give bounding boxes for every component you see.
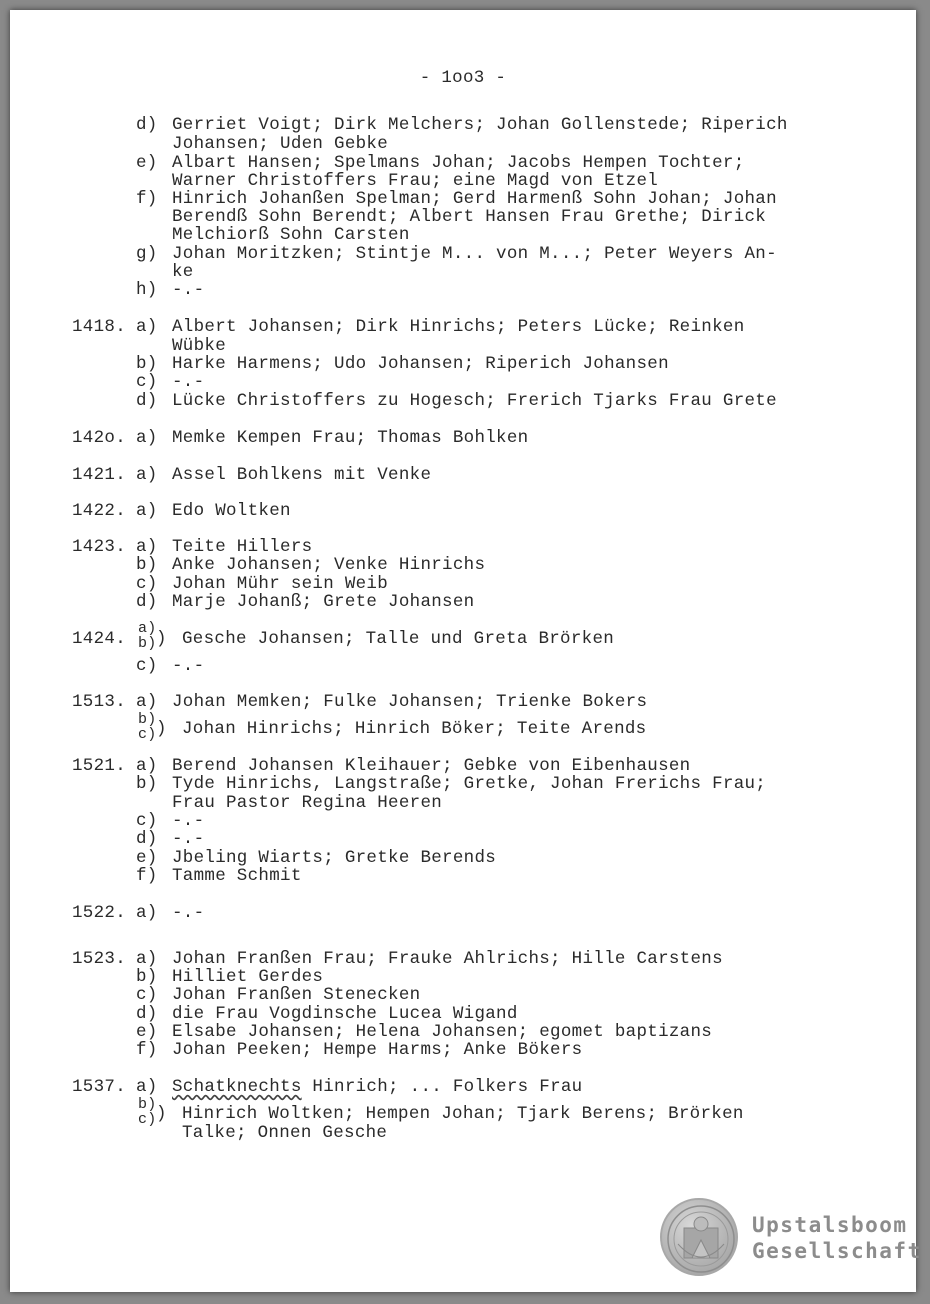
brace-icon: ) bbox=[156, 719, 167, 739]
document-body bbox=[10, 10, 922, 1292]
entry-text: Johan Peeken; Hempe Harms; Anke Bökers bbox=[172, 1040, 583, 1060]
entry-text: -.- bbox=[172, 829, 205, 849]
entry-text: Johan Hinrichs; Hinrich Böker; Teite Arends bbox=[182, 719, 647, 739]
entry-label: d) bbox=[136, 1004, 158, 1024]
entry-label: g) bbox=[136, 244, 158, 264]
entry-text: -.- bbox=[172, 280, 205, 300]
entry-label: a) bbox=[136, 465, 158, 485]
entry-text: Warner Christoffers Frau; eine Magd von Etzel bbox=[172, 171, 659, 191]
entry-text: Berendß Sohn Berendt; Albert Hansen Frau Grethe; Dirick bbox=[172, 207, 767, 227]
entry-label: c) bbox=[136, 574, 158, 594]
entry-text: Tamme Schmit bbox=[172, 866, 302, 886]
entry-text: Wübke bbox=[172, 336, 227, 356]
entry-label: c) bbox=[136, 985, 158, 1005]
entry-label: a) bbox=[136, 501, 158, 521]
entry-text: Hinrich Woltken; Hempen Johan; Tjark Berens; Brörken bbox=[182, 1104, 744, 1124]
entry-text: Johan Franßen Frau; Frauke Ahlrichs; Hille Carstens bbox=[172, 949, 723, 969]
entry-label: b) bbox=[136, 555, 158, 575]
entry-label: c) bbox=[138, 726, 157, 743]
entry-number: 142o. bbox=[72, 428, 127, 448]
entry-label: b) bbox=[138, 711, 157, 728]
brace-icon: ) bbox=[156, 629, 167, 649]
entry-label: a) bbox=[136, 756, 158, 776]
entry-label: d) bbox=[136, 115, 158, 135]
entry-text: Teite Hillers bbox=[172, 537, 313, 557]
entry-text-rest: Hinrich; ... Folkers Frau bbox=[301, 1077, 583, 1097]
entry-label: e) bbox=[136, 153, 158, 173]
entry-label: h) bbox=[136, 280, 158, 300]
entry-label: a) bbox=[136, 903, 158, 923]
entry-label: f) bbox=[136, 866, 158, 886]
entry-text: Johan Moritzken; Stintje M... von M...; Peter Weyers An- bbox=[172, 244, 777, 264]
entry-text: Berend Johansen Kleihauer; Gebke von Eibenhausen bbox=[172, 756, 691, 776]
entry-label: d) bbox=[136, 829, 158, 849]
entry-number: 1523. bbox=[72, 949, 127, 969]
entry-text: -.- bbox=[172, 903, 205, 923]
entry-number: 1421. bbox=[72, 465, 127, 485]
entry-text: Anke Johansen; Venke Hinrichs bbox=[172, 555, 486, 575]
entry-number: 1513. bbox=[72, 692, 127, 712]
entry-text: Tyde Hinrichs, Langstraße; Gretke, Johan Frerichs Frau; bbox=[172, 774, 767, 794]
entry-label: a) bbox=[138, 620, 157, 637]
entry-label: f) bbox=[136, 189, 158, 209]
underlined-word: Schatknechts bbox=[172, 1077, 302, 1097]
logo-line-1: Upstalsboom bbox=[752, 1213, 908, 1237]
entry-label: b) bbox=[138, 635, 157, 652]
entry-number: 1521. bbox=[72, 756, 127, 776]
entry-text: Memke Kempen Frau; Thomas Bohlken bbox=[172, 428, 529, 448]
entry-text: Johan Franßen Stenecken bbox=[172, 985, 421, 1005]
entry-label: d) bbox=[136, 391, 158, 411]
entry-label: c) bbox=[136, 372, 158, 392]
entry-text: Hilliet Gerdes bbox=[172, 967, 324, 987]
entry-text: Harke Harmens; Udo Johansen; Riperich Johansen bbox=[172, 354, 669, 374]
entry-label: b) bbox=[138, 1096, 157, 1113]
entry-text: Gesche Johansen; Talle und Greta Brörken bbox=[182, 629, 615, 649]
entry-label: e) bbox=[136, 848, 158, 868]
entry-label: d) bbox=[136, 592, 158, 612]
entry-label: c) bbox=[136, 656, 158, 676]
entry-text: Hinrich Johanßen Spelman; Gerd Harmenß Sohn Johan; Johan bbox=[172, 189, 777, 209]
seal-icon bbox=[660, 1198, 738, 1276]
entry-text: -.- bbox=[172, 656, 205, 676]
entry-label: a) bbox=[136, 537, 158, 557]
entry-text: -.- bbox=[172, 811, 205, 831]
entry-label: a) bbox=[136, 428, 158, 448]
entry-label: f) bbox=[136, 1040, 158, 1060]
entry-text: Elsabe Johansen; Helena Johansen; egomet baptizans bbox=[172, 1022, 713, 1042]
entry-text: Johan Mühr sein Weib bbox=[172, 574, 389, 594]
entry-number: 1424. bbox=[72, 629, 127, 649]
entry-label: a) bbox=[136, 949, 158, 969]
document-page bbox=[10, 10, 922, 1292]
entry-label: e) bbox=[136, 1022, 158, 1042]
upstalsboom-logo bbox=[660, 1198, 922, 1278]
entry-label: a) bbox=[136, 317, 158, 337]
entry-text: Johansen; Uden Gebke bbox=[172, 134, 389, 154]
logo-line-2: Gesellschaft bbox=[752, 1239, 922, 1263]
entry-text: Melchiorß Sohn Carsten bbox=[172, 225, 410, 245]
entry-label: c) bbox=[138, 1111, 157, 1128]
entry-number: 1423. bbox=[72, 537, 127, 557]
entry-number: 1422. bbox=[72, 501, 127, 521]
entry-label: b) bbox=[136, 774, 158, 794]
entry-text: Albart Hansen; Spelmans Johan; Jacobs Hempen Tochter; bbox=[172, 153, 745, 173]
entry-label: b) bbox=[136, 967, 158, 987]
entry-number: 1418. bbox=[72, 317, 127, 337]
entry-number: 1537. bbox=[72, 1077, 127, 1097]
entry-text: -.- bbox=[172, 372, 205, 392]
entry-text: Jbeling Wiarts; Gretke Berends bbox=[172, 848, 497, 868]
entry-text: Talke; Onnen Gesche bbox=[182, 1123, 388, 1143]
entry-text: Gerriet Voigt; Dirk Melchers; Johan Gollenstede; Riperich bbox=[172, 115, 788, 135]
entry-text: Albert Johansen; Dirk Hinrichs; Peters Lücke; Reinken bbox=[172, 317, 745, 337]
logo-text bbox=[752, 1212, 922, 1264]
entry-text: die Frau Vogdinsche Lucea Wigand bbox=[172, 1004, 518, 1024]
entry-text: Assel Bohlkens mit Venke bbox=[172, 465, 432, 485]
entry-label: a) bbox=[136, 692, 158, 712]
entry-text: Marje Johanß; Grete Johansen bbox=[172, 592, 475, 612]
entry-label: c) bbox=[136, 811, 158, 831]
entry-text: Johan Memken; Fulke Johansen; Trienke Bokers bbox=[172, 692, 648, 712]
entry-label: a) bbox=[136, 1077, 158, 1097]
entry-text: Edo Woltken bbox=[172, 501, 291, 521]
entry-text: Lücke Christoffers zu Hogesch; Frerich Tjarks Frau Grete bbox=[172, 391, 777, 411]
entry-number: 1522. bbox=[72, 903, 127, 923]
entry-text bbox=[172, 1078, 582, 1097]
entry-text: Frau Pastor Regina Heeren bbox=[172, 793, 443, 813]
brace-icon: ) bbox=[156, 1104, 167, 1124]
entry-text: ke bbox=[172, 262, 194, 282]
page-number: - 1oo3 - bbox=[419, 68, 507, 88]
entry-label: b) bbox=[136, 354, 158, 374]
